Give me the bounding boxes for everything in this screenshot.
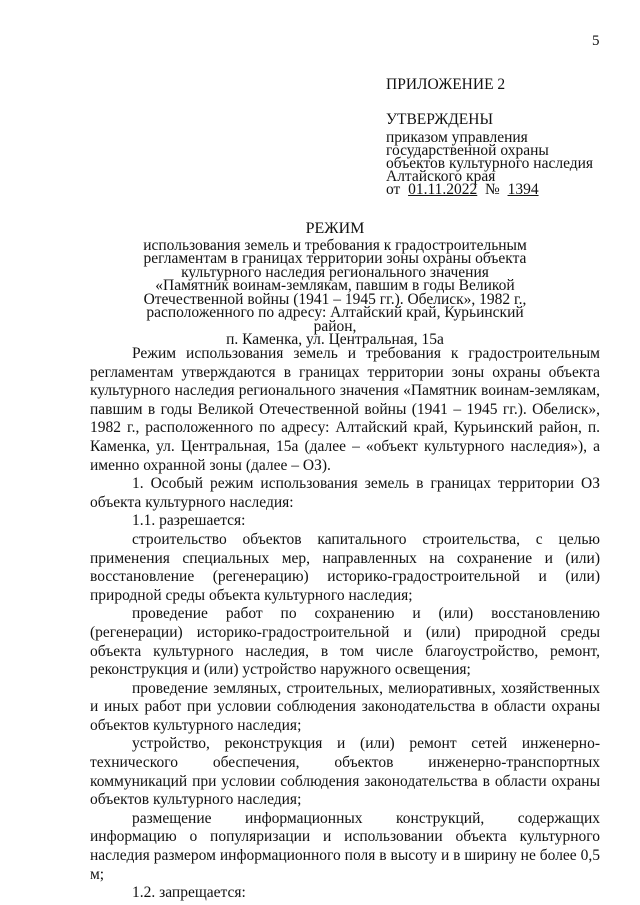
permitted-item: проведение работ по сохранению и (или) восстановлению (регенерации) историко-градостроительной и (или) природной среды объекта культурного наследия, в том числе благоустройство, ремонт, реконструкция и (или) устройство наружного освещения; xyxy=(90,605,600,679)
section-heading: 1. Особый режим использования земель в границах территории ОЗ объекта культурного наследия: xyxy=(90,475,600,511)
title-line: «Памятник воинам-землякам, павшим в годы Великой xyxy=(155,277,515,294)
permitted-item: размещение информационных конструкций, содержащих информацию о популяризации и использовании объекта культурного наследия размером информационного поля в высоту и в ширину не более 0,5 м; xyxy=(90,809,600,883)
order-line: приказом управления xyxy=(386,129,528,146)
permitted-item: проведение земляных, строительных, мелиоративных, хозяйственных и иных работ при условии соблюдения законодательства в области охраны объектов культурного наследия; xyxy=(90,679,600,734)
intro-paragraph: Режим использования земель и требования к градостроительным регламентам утверждаются в границах территории зоны охраны объекта культурного наследия регионального значения «Памятник воинам-землякам, павшим в годы Великой Отечественной войны (1941 – 1945 гг.). Обелиск», 1982 г., расположенного по адресу: Алтайский край, Курьинский район, п. Каменка, ул. Центральная, 15а (далее – «объект культурного наследия»), а именно охранной зоны (далее – ОЗ). xyxy=(90,345,600,474)
page-number: 5 xyxy=(592,33,600,49)
permitted-item: строительство объектов капитального строительства, с целью применения специальных мер, направленных на сохранение и (или) восстановление (регенерацию) историко-градостроительной и (или) природной среды объекта культурного наследия; xyxy=(90,530,600,604)
subsection-heading: 1.1. разрешается: xyxy=(132,512,246,530)
permitted-item: устройство, реконструкция и (или) ремонт сетей инженерно-технического обеспечения, объектов инженерно-транспортных коммуникаций при условии соблюдения законодательства в области охраны объектов культурного наследия; xyxy=(90,735,600,809)
subsection-heading: 1.2. запрещается: xyxy=(132,884,246,902)
document-body xyxy=(90,345,600,903)
number-prefix: № xyxy=(485,181,500,198)
title-line: п. Каменка, ул. Центральная, 15а xyxy=(226,331,444,348)
title-line: использования земель и требования к градостроительным xyxy=(143,236,527,254)
order-line: объектов культурного наследия xyxy=(386,155,594,172)
title-line: регламентам в границах территории зоны охраны объекта xyxy=(143,250,527,267)
document-title xyxy=(130,222,540,347)
title-heading: РЕЖИМ xyxy=(305,220,365,237)
appendix-title: ПРИЛОЖЕНИЕ 2 xyxy=(386,76,506,93)
title-line: расположенного по адресу: Алтайский край, Курьинский район, xyxy=(146,304,524,335)
approved-heading: УТВЕРЖДЕНЫ xyxy=(386,111,493,128)
approval-block xyxy=(386,77,593,197)
order-date: 01.11.2022 xyxy=(408,181,478,198)
order-number: 1394 xyxy=(507,181,539,198)
order-line: государственной охраны xyxy=(386,142,549,159)
order-date-line xyxy=(386,183,593,197)
title-line: Отечественной войны (1941 – 1945 гг.). Обелиск», 1982 г., xyxy=(143,290,527,308)
title-line: культурного наследия регионального значения xyxy=(181,263,489,281)
date-prefix: от xyxy=(386,181,401,198)
order-line: Алтайского края xyxy=(386,168,496,185)
